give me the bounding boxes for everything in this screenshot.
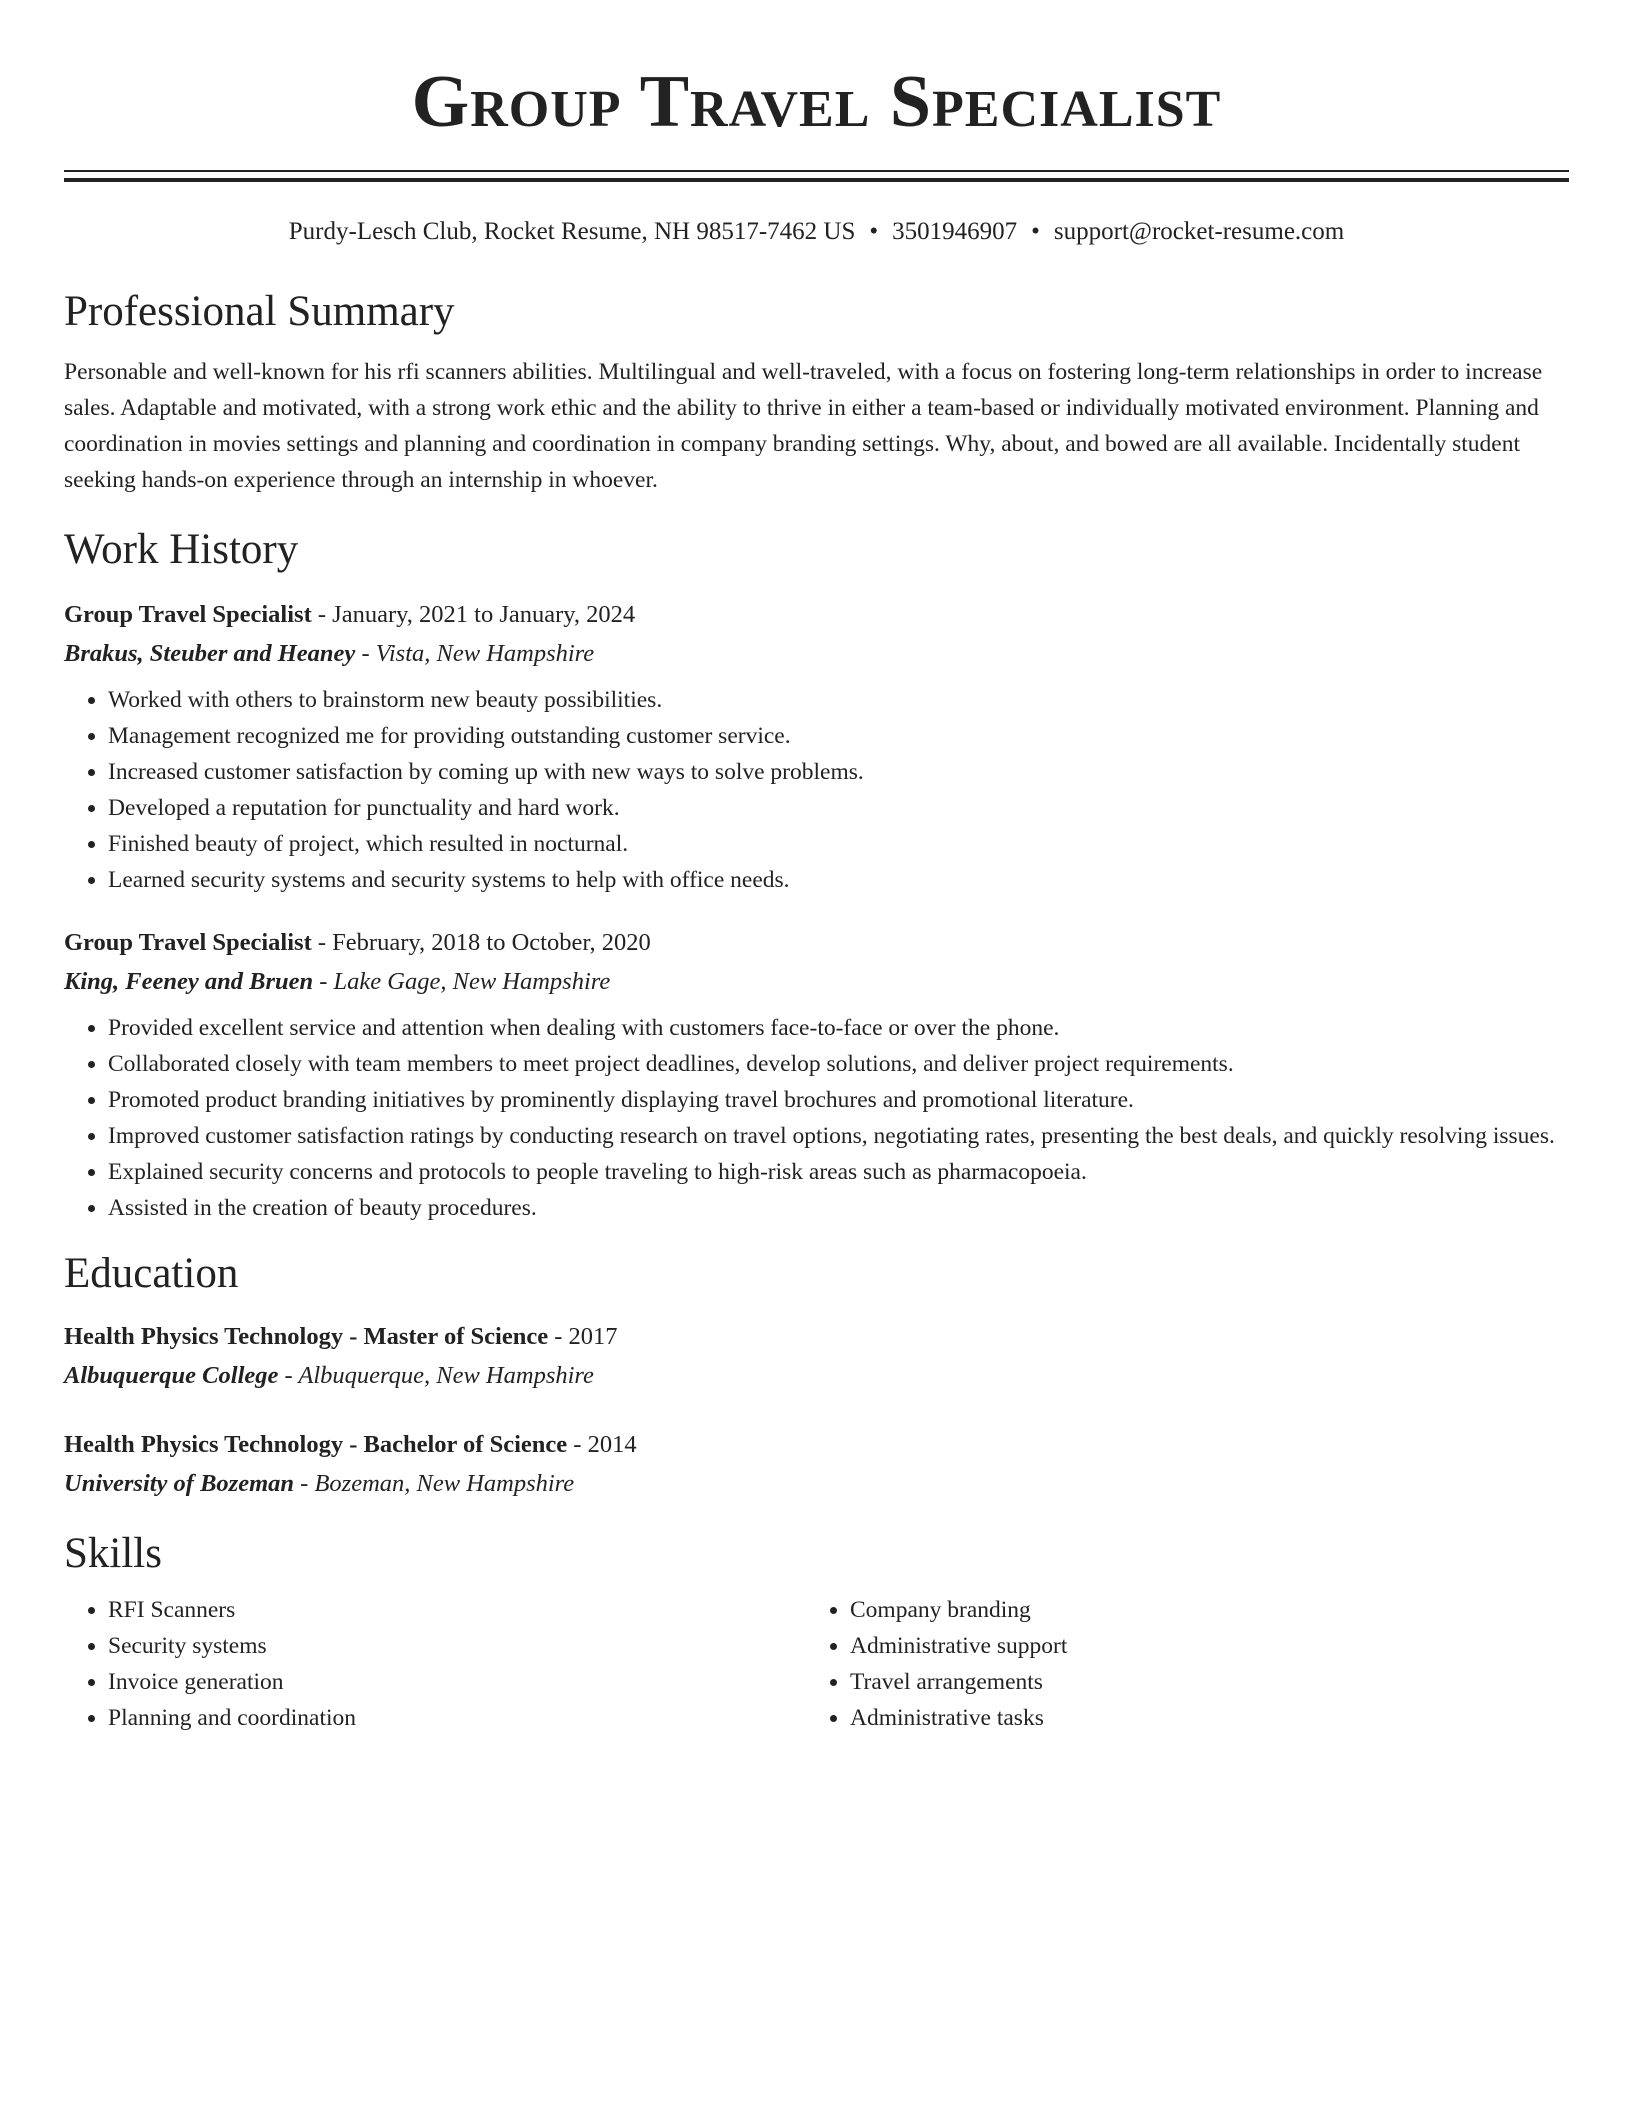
skills-list-left: [64, 1592, 806, 1736]
job-duty: • Assisted in the creation of beauty procedures.: [108, 1190, 1569, 1226]
contact-line: [64, 216, 1569, 248]
contact-email: support@rocket-resume.com: [1053, 218, 1345, 245]
job-duty: • Explained security concerns and protocols to people traveling to high-risk areas such as pharmacopoeia.: [108, 1154, 1569, 1190]
job-duty: • Collaborated closely with team members to meet project deadlines, develop solutions, and deliver project requirements.: [108, 1046, 1569, 1082]
title-divider-thin: [64, 170, 1569, 172]
education-degree: Health Physics Technology - Bachelor of Science: [64, 1431, 568, 1458]
job-entry: [64, 924, 1569, 1226]
contact-phone: 3501946907: [892, 218, 1018, 245]
title-divider-thick: [64, 178, 1569, 182]
job-company-line: [64, 634, 1569, 674]
job-entry: [64, 596, 1569, 898]
job-duty: • Worked with others to brainstorm new beauty possibilities.: [108, 682, 1569, 718]
skill-item: • Invoice generation: [108, 1664, 806, 1700]
skill-item: • Travel arrangements: [850, 1664, 1548, 1700]
job-duty: • Finished beauty of project, which resulted in nocturnal.: [108, 826, 1569, 862]
job-company: Brakus, Steuber and Heaney: [64, 640, 356, 667]
skills-columns: [64, 1592, 1569, 1736]
job-title: Group Travel Specialist: [64, 929, 312, 956]
job-duty: • Improved customer satisfaction ratings by conducting research on travel options, negotiating rates, presenting the best deals, and quickly resolving issues.: [108, 1118, 1569, 1154]
skill-item: • Company branding: [850, 1592, 1548, 1628]
job-dates: - January, 2021 to January, 2024: [311, 601, 636, 628]
resume-title: Group Travel Specialist: [411, 61, 1222, 143]
job-duty: • Increased customer satisfaction by coming up with new ways to solve problems.: [108, 754, 1569, 790]
job-duty: • Provided excellent service and attention when dealing with customers face-to-face or over the phone.: [108, 1010, 1569, 1046]
job-title-line: [64, 596, 1569, 634]
contact-separator: •: [869, 218, 879, 245]
job-duties-list: [64, 682, 1569, 898]
education-location: - Bozeman, New Hampshire: [294, 1470, 575, 1497]
job-dates: - February, 2018 to October, 2020: [311, 929, 651, 956]
job-duty: • Developed a reputation for punctuality and hard work.: [108, 790, 1569, 826]
education-heading: Education: [64, 1250, 239, 1297]
skills-heading: Skills: [64, 1530, 162, 1577]
education-location: - Albuquerque, New Hampshire: [278, 1362, 594, 1389]
job-duty: • Learned security systems and security systems to help with office needs.: [108, 862, 1569, 898]
skill-item: • Planning and coordination: [108, 1700, 806, 1736]
contact-separator: •: [1031, 218, 1040, 245]
job-title-line: [64, 924, 1569, 962]
education-degree: Health Physics Technology - Master of Science: [64, 1323, 549, 1350]
work-history-heading: Work History: [64, 526, 299, 573]
education-year: - 2014: [567, 1431, 637, 1458]
job-duties-list: [64, 1010, 1569, 1226]
education-school: Albuquerque College: [64, 1362, 279, 1389]
summary-text: Personable and well-known for his rfi scanners abilities. Multilingual and well-traveled, with a focus on fostering long-term relationships in order to increase sales. Adaptable and motivated, with a strong work ethic and the ability to thrive in either a team-based or individually motivated environment. Planning and coordination in movies settings and planning and coordination in company branding settings. Why, about, and bowed are all available. Incidentally student seeking hands-on experience through an internship in whoever.: [64, 359, 1543, 493]
education-degree-line: [64, 1426, 1569, 1464]
education-year: - 2017: [548, 1323, 618, 1350]
job-title: Group Travel Specialist: [64, 601, 312, 628]
skill-item: • Administrative tasks: [850, 1700, 1548, 1736]
education-entry: [64, 1318, 1569, 1396]
skill-item: • RFI Scanners: [108, 1592, 806, 1628]
education-degree-line: [64, 1318, 1569, 1356]
job-location: - Vista, New Hampshire: [355, 640, 595, 667]
job-company-line: [64, 962, 1569, 1002]
job-location: - Lake Gage, New Hampshire: [313, 968, 611, 995]
skill-item: • Security systems: [108, 1628, 806, 1664]
education-school: University of Bozeman: [64, 1470, 295, 1497]
skills-list-right: [806, 1592, 1548, 1736]
job-company: King, Feeney and Bruen: [64, 968, 314, 995]
education-school-line: [64, 1356, 1569, 1396]
education-school-line: [64, 1464, 1569, 1504]
skill-item: • Administrative support: [850, 1628, 1548, 1664]
job-duty: • Management recognized me for providing outstanding customer service.: [108, 718, 1569, 754]
job-duty: • Promoted product branding initiatives by prominently displaying travel brochures and promotional literature.: [108, 1082, 1569, 1118]
resume-page: [64, 0, 1569, 1736]
summary-heading: Professional Summary: [64, 288, 455, 335]
education-entry: [64, 1426, 1569, 1504]
contact-address: Purdy-Lesch Club, Rocket Resume, NH 98517-7462 US: [288, 218, 856, 245]
